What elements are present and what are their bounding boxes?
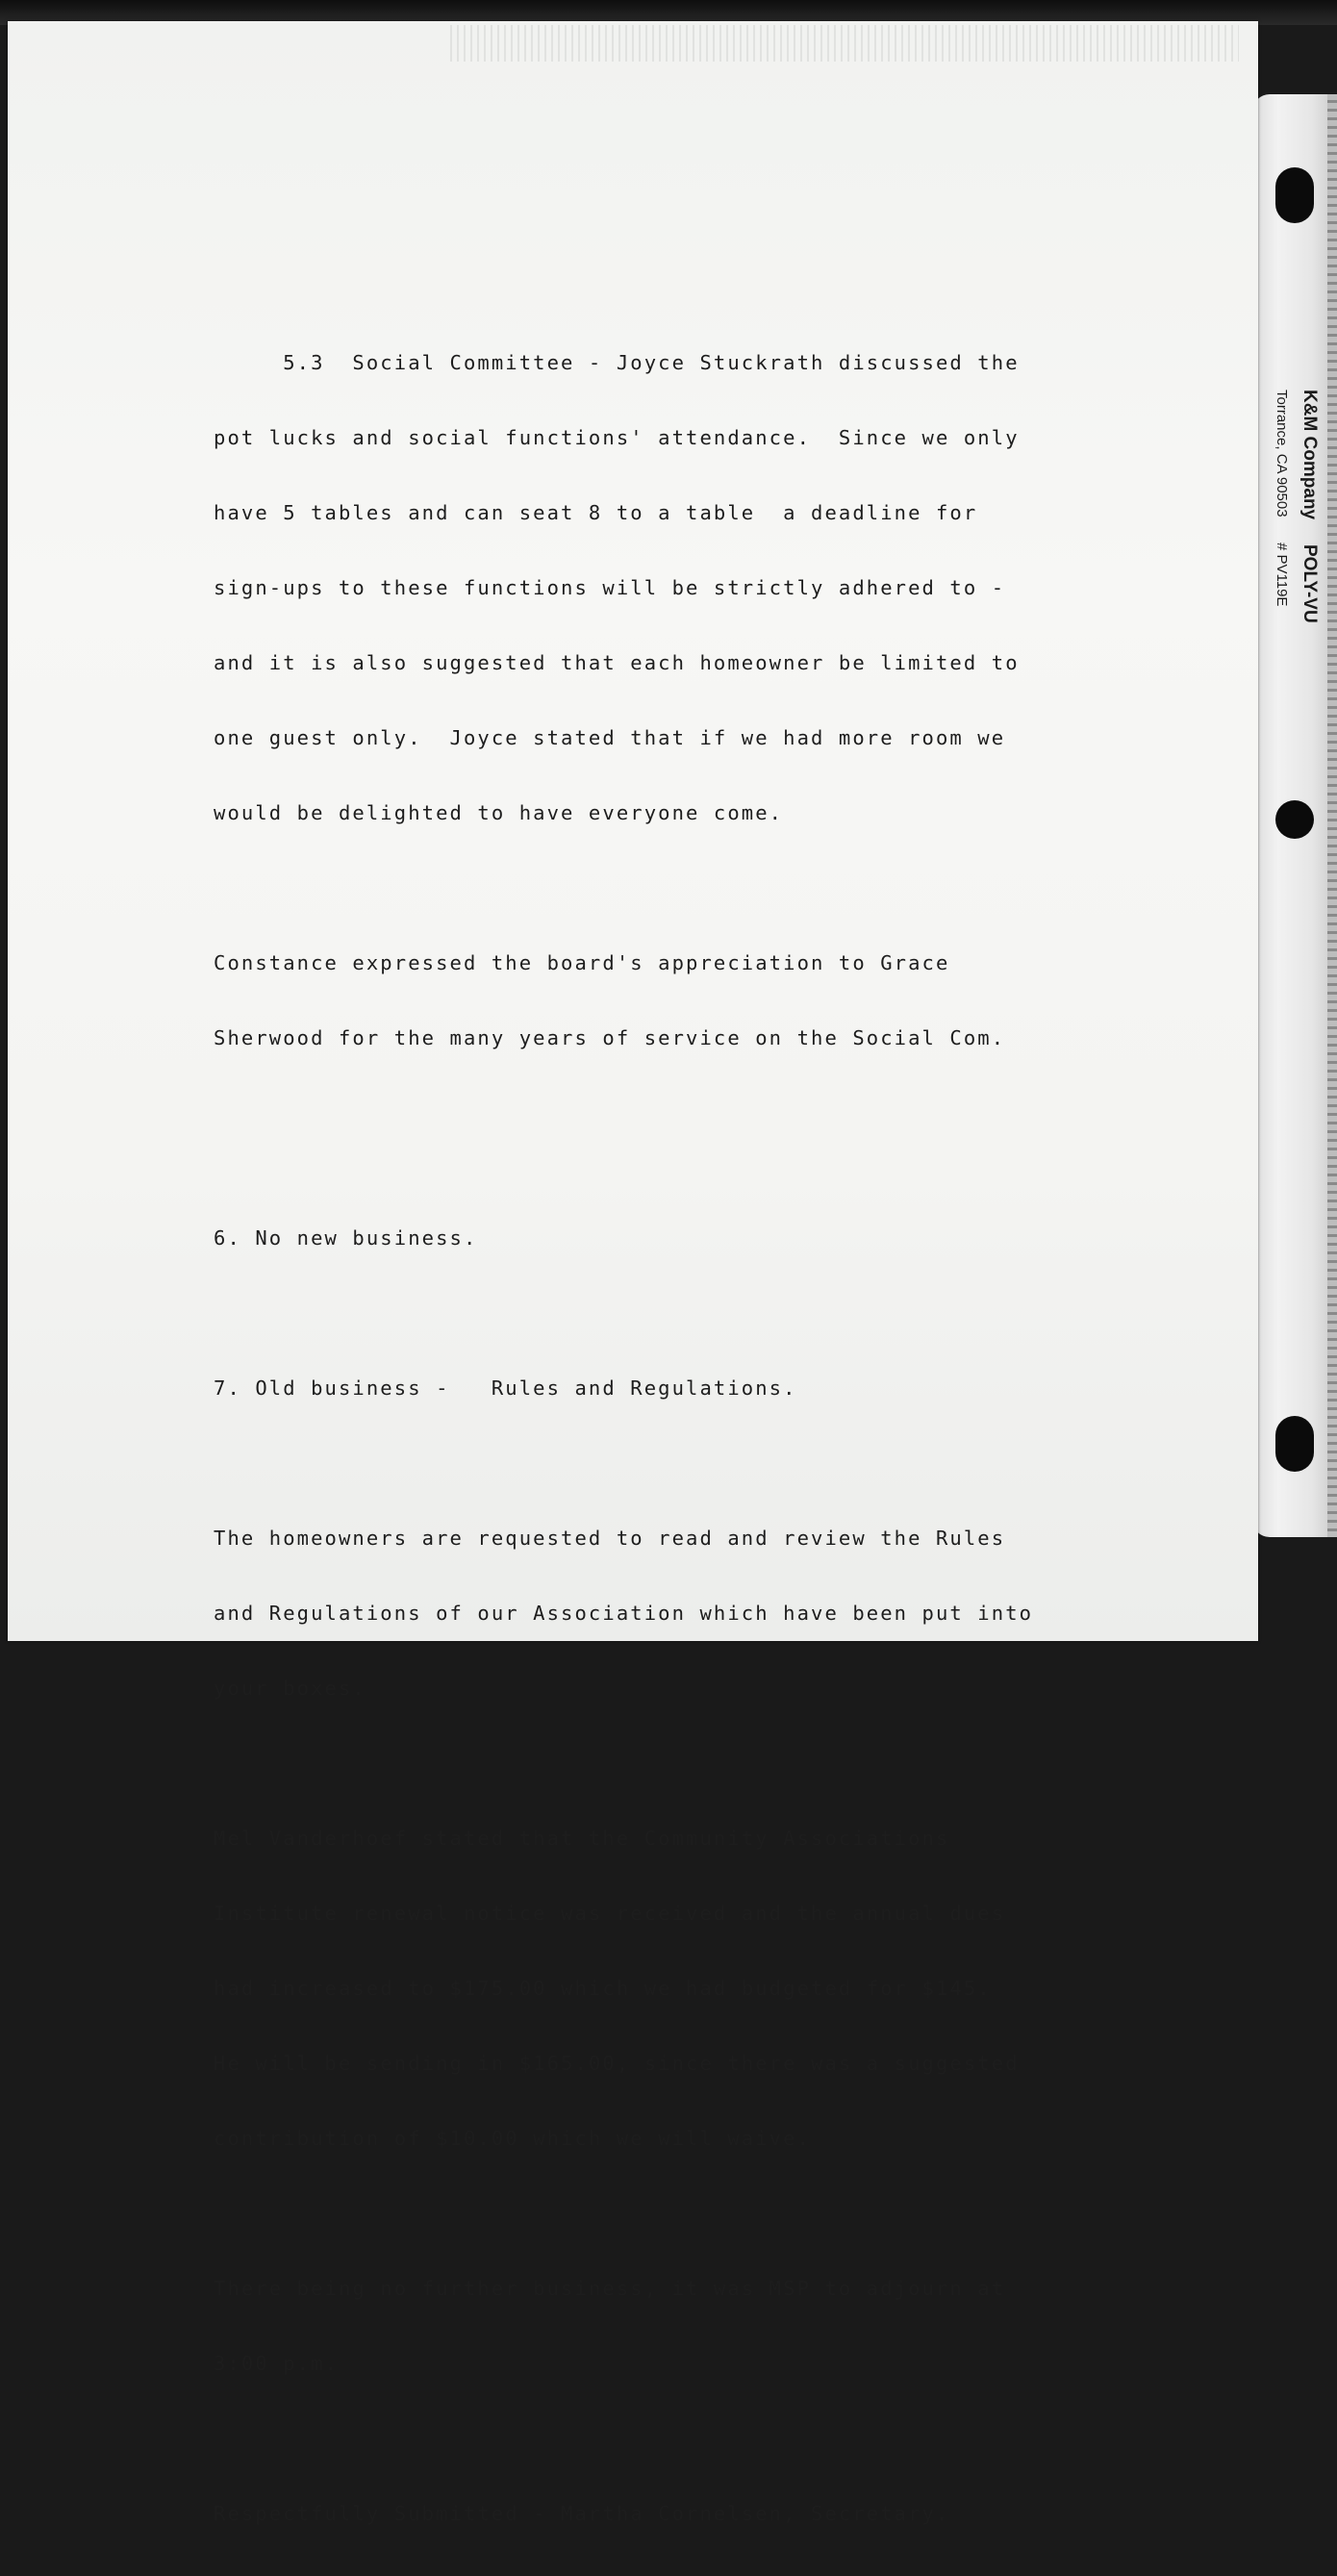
sheet-protector-perforated-edge	[1327, 94, 1337, 1537]
text-line: 7. Old business - Rules and Regulations.	[214, 1376, 797, 1400]
sleeve-brand-line-1	[1299, 390, 1320, 623]
text-line: Respectfully Submitted - Martha Cornelsen, Secretary.	[214, 2502, 950, 2525]
text-line: contribution of $10.00 which we will waive.	[214, 2127, 812, 2150]
text-line: your boxes.	[214, 1677, 366, 1700]
sleeve-brand-label	[1266, 390, 1327, 678]
binder-hole-top	[1275, 167, 1314, 223]
sleeve-brand-product: POLY-VU	[1299, 544, 1320, 623]
text-line: one guest only. Joyce stated that if we had more room we	[214, 726, 1006, 749]
paragraph-old-business	[214, 1326, 1108, 1451]
text-line: Mel Vanderhoef stated that the Community Associations	[214, 1827, 950, 1850]
text-line: 5.3 Social Committee - Joyce Stuckrath discussed the	[214, 351, 1020, 374]
paragraph-signature	[214, 2451, 1108, 2576]
text-line: and it is also suggested that each homeowner be limited to	[214, 651, 1020, 674]
text-line: pot lucks and social functions' attendance. Since we only	[214, 426, 1020, 449]
binder-hole-middle	[1275, 800, 1314, 839]
paragraph-constance-appreciation	[214, 900, 1108, 1100]
paragraph-new-business	[214, 1175, 1108, 1301]
sleeve-brand-line-2	[1274, 390, 1290, 606]
text-line: have 5 tables and can seat 8 to a table a deadline for	[214, 501, 978, 524]
binder-hole-bottom	[1275, 1416, 1314, 1472]
paragraph-social-committee	[214, 300, 1108, 875]
text-line: and Regulations of our Association which have been put into	[214, 1602, 1034, 1625]
sleeve-brand-part-number: # PV119E	[1274, 542, 1290, 607]
paragraph-cai-renewal	[214, 1776, 1108, 2201]
text-line: The homeowners are requested to read and review the Rules	[214, 1527, 1006, 1550]
paragraph-adjourn	[214, 2226, 1108, 2426]
text-line: would be delighted to have everyone come.	[214, 801, 784, 824]
sleeve-brand-company: K&M Company	[1299, 390, 1320, 520]
text-line: had increased to $175.00 which we had budgeted for $145.	[214, 1977, 992, 2000]
text-line: sign-ups to these functions will be strictly adhered to -	[214, 576, 1006, 599]
text-line: 3:00 p.m.	[214, 2352, 339, 2375]
text-line: There being no further business, it was MSP to adjourn at	[214, 2277, 1006, 2300]
text-line: He will be sending in $165.00, since there was a suggested	[214, 2052, 1020, 2075]
paragraph-homeowners-request	[214, 1476, 1108, 1751]
sleeve-brand-address: Torrance, CA 90503	[1274, 390, 1290, 518]
text-line: Sherwood for the many years of service on the Social Com.	[214, 1026, 1006, 1049]
text-line: Institute renewal notice was received and the annual dues	[214, 1902, 1006, 1925]
text-line: 6. No new business.	[214, 1226, 478, 1250]
text-line: Constance expressed the board's appreciation to Grace	[214, 951, 950, 974]
scan-noise-band	[450, 25, 1239, 62]
minutes-text	[214, 300, 1108, 2576]
